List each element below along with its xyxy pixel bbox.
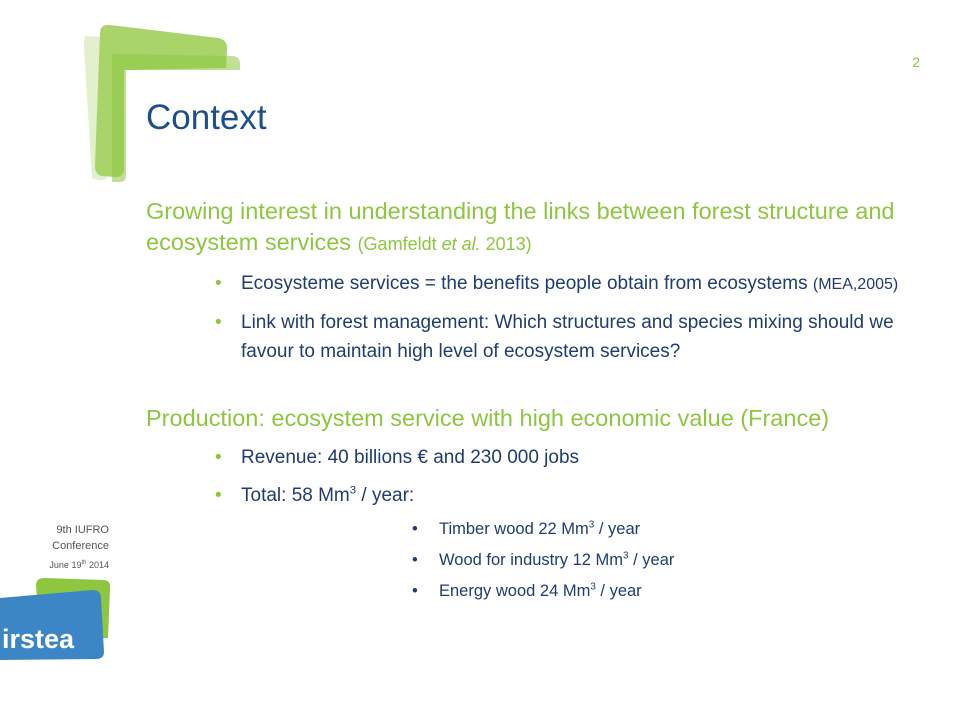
bullet-list <box>146 269 946 366</box>
heading-citation: (Gamfeldt et al. 2013) <box>357 234 532 254</box>
conference-date: June 19th 2014 <box>49 560 109 570</box>
sub-bullet-list <box>146 517 946 603</box>
sub-bullet-item: • Timber wood 22 Mm$^3$ / year <box>146 517 946 541</box>
irstea-logo <box>0 576 115 661</box>
bullet-list <box>146 443 946 510</box>
bullet-item: • Total: 58 Mm$^3$ / year: <box>146 481 946 510</box>
bullet-item <box>146 443 946 472</box>
heading-text: Growing interest in understanding the links between forest structure and ecosystem services <box>146 198 895 255</box>
heading-text: Production: ecosystem service with high economic value (France) <box>146 405 830 431</box>
section-heading <box>146 403 946 434</box>
bullet-citation: (MEA,2005) <box>812 276 899 293</box>
corner-decoration <box>0 0 240 190</box>
sub-bullet-item: • Wood for industry 12 Mm$^3$ / year <box>146 548 946 572</box>
bullet-text: Ecosysteme services = the benefits people obtain from ecosystems <box>241 273 808 294</box>
bullet-item <box>146 269 946 299</box>
section-heading <box>146 196 946 260</box>
slide-content <box>146 196 946 603</box>
slide-title: Context <box>146 98 267 137</box>
conference-line: Conference <box>52 540 109 552</box>
conference-info <box>49 522 109 573</box>
bullet-item <box>146 308 946 366</box>
logo-text: irstea <box>2 624 75 654</box>
sub-bullet-item: • Energy wood 24 Mm$^3$ / year <box>146 579 946 603</box>
page-number: 2 <box>912 54 920 70</box>
conference-line: 9th IUFRO <box>56 524 109 536</box>
bullet-text: Link with forest management: Which structures and species mixing should we favour to maintain high level of ecosystem services? <box>241 312 894 362</box>
bullet-text: Revenue: 40 billions € and 230 000 jobs <box>241 447 580 468</box>
